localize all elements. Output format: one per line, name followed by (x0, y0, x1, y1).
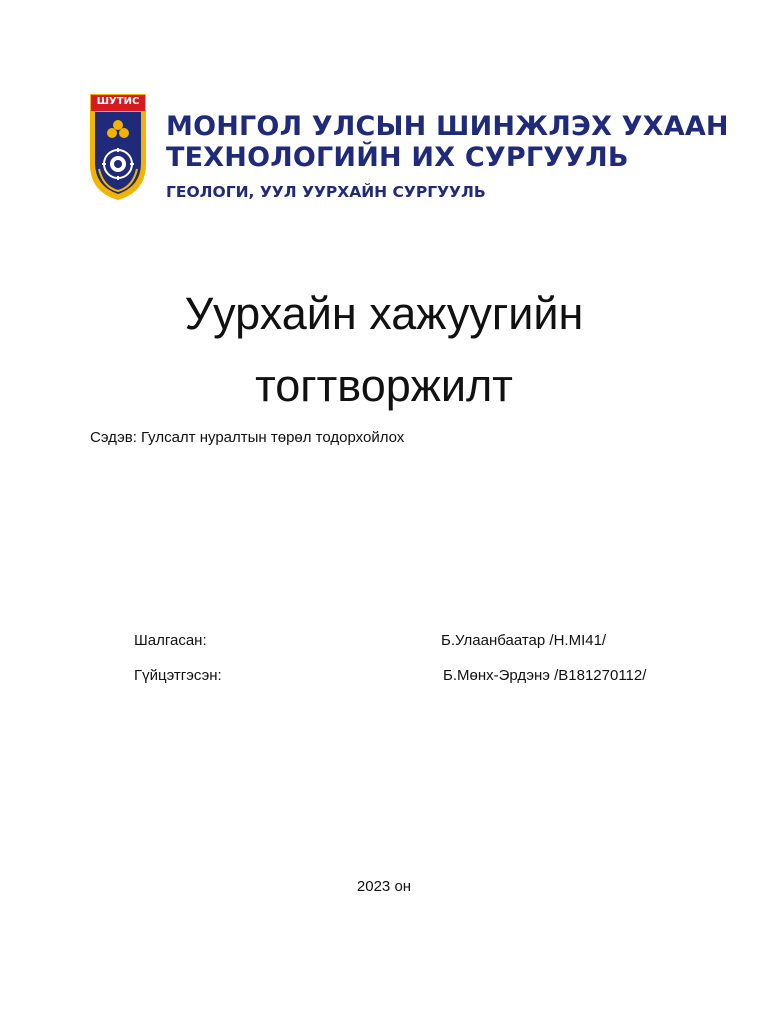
topic-line: Сэдэв: Гулсалт нуралтын төрөл тодорхойлох (90, 429, 405, 446)
document-title (0, 278, 768, 422)
logo-badge-text: ШУТИС (96, 96, 140, 107)
university-name (166, 111, 729, 173)
document-title-line2: тогтворжилт (255, 360, 513, 411)
university-name-line2: ТЕХНОЛОГИЙН ИХ СУРГУУЛЬ (166, 142, 629, 173)
document-year: 2023 он (356, 878, 412, 895)
checked-by-label: Шалгасан: (134, 632, 207, 649)
completed-by-name: Б.Мөнх-Эрдэнэ /B181270112/ (443, 667, 647, 684)
completed-by-label: Гүйцэтгэсэн: (134, 667, 222, 684)
school-name: ГЕОЛОГИ, УУЛ УУРХАЙН СУРГУУЛЬ (166, 183, 486, 201)
checked-by-name: Б.Улаанбаатар /Н.MI41/ (441, 632, 607, 649)
document-title-line1: Уурхайн хажуугийн (184, 288, 584, 339)
university-name-line1: МОНГОЛ УЛСЫН ШИНЖЛЭХ УХААН (166, 111, 729, 142)
